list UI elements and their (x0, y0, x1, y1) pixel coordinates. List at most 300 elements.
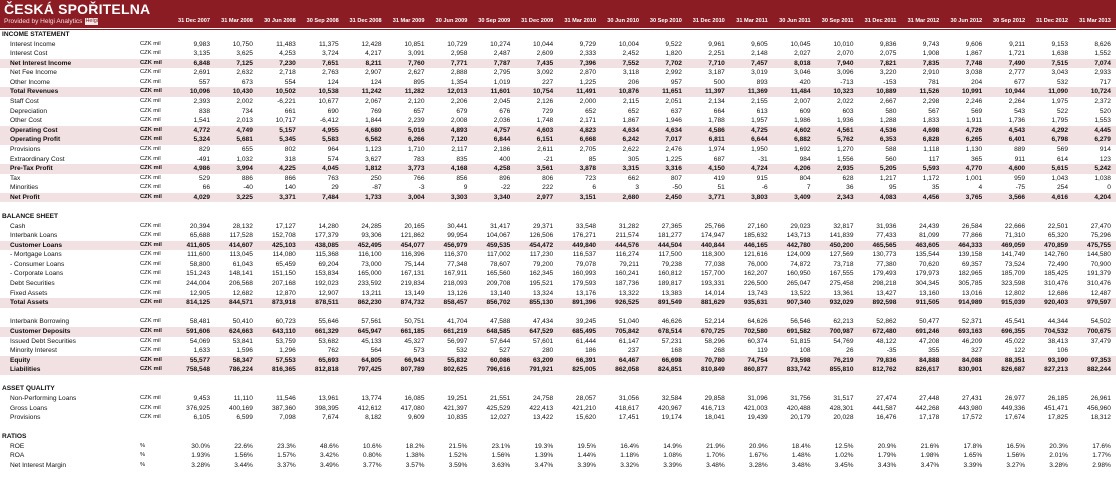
table-cell: 63,209 (533, 356, 554, 364)
table-cell: 4,217 (365, 50, 382, 58)
table-cell: 19,174 (661, 414, 682, 422)
table-row (0, 413, 1116, 423)
table-cell: 882,244 (1087, 366, 1111, 374)
row-label: Minorities (10, 184, 39, 192)
table-cell: 3,409 (794, 193, 811, 201)
table-cell: 85 (588, 155, 597, 163)
table-cell: 691,582 (786, 327, 811, 335)
table-cell: 1,733 (365, 193, 382, 201)
table-cell: 45,327 (404, 337, 425, 345)
table-cell: 1,710 (407, 145, 425, 153)
row-unit: CZK mil (140, 184, 161, 191)
table-cell: 122 (1014, 347, 1026, 355)
row-label: Depreciation (10, 107, 48, 115)
table-cell: 7,710 (708, 59, 725, 67)
table-cell: 10,876 (618, 88, 639, 96)
table-row (0, 250, 1116, 260)
table-cell: 32,817 (833, 222, 854, 230)
table-cell: 2,051 (665, 98, 682, 106)
table-cell: 662 (627, 174, 639, 182)
table-cell: 222 (542, 184, 554, 192)
table-cell: 810,849 (700, 366, 725, 374)
row-unit: CZK mil (140, 107, 161, 114)
table-cell: 3,803 (751, 193, 768, 201)
table-cell: 679 (456, 107, 468, 115)
table-cell: 10,677 (318, 98, 339, 106)
table-cell: 162,207 (743, 270, 768, 278)
table-cell: 915 (756, 174, 768, 182)
table-cell: 115,368 (315, 251, 339, 259)
table-cell: 7,821 (879, 59, 897, 67)
helgi-logo: Helgi (85, 18, 98, 24)
table-cell: 862,230 (357, 299, 382, 307)
column-header: 31 Dec 2007 (177, 18, 210, 24)
table-cell: 179,593 (572, 280, 597, 288)
row-unit: CZK mil (140, 251, 161, 258)
row-label: Provisions (10, 145, 41, 153)
table-cell: 1.56% (1006, 452, 1026, 460)
column-header: 30 Jun 2011 (779, 18, 811, 24)
table-cell: 1.56% (234, 452, 253, 460)
table-cell: 6,266 (407, 136, 425, 144)
table-cell: 13,961 (318, 394, 339, 402)
table-cell: 179,973 (915, 270, 940, 278)
row-unit: CZK mil (140, 136, 162, 143)
table-cell: 3,625 (236, 50, 253, 58)
table-cell: 1,946 (665, 117, 682, 125)
table-cell: 829 (198, 145, 210, 153)
table-cell: 12,802 (1004, 289, 1026, 297)
table-cell: 17,825 (1047, 414, 1068, 422)
column-header: 31 Mar 2009 (392, 18, 425, 24)
table-cell: 280 (542, 347, 554, 355)
table-cell: 1,736 (1008, 117, 1026, 125)
table-cell: 915,039 (1001, 299, 1026, 307)
table-cell: 4,726 (965, 126, 983, 134)
table-cell: 1,820 (665, 50, 682, 58)
table-cell: 21.5% (448, 442, 468, 450)
table-cell: 17,674 (1004, 414, 1026, 422)
table-cell: 664 (713, 107, 725, 115)
table-cell: 66,391 (575, 356, 597, 364)
table-cell: 1,911 (966, 117, 983, 125)
table-cell: 75,296 (1090, 232, 1111, 240)
table-row (0, 40, 1116, 50)
table-cell: 9,522 (665, 40, 682, 48)
table-cell: 4,698 (922, 126, 940, 134)
table-cell: 2,627 (407, 69, 425, 77)
table-cell: 677 (1014, 78, 1026, 86)
table-cell: 12,682 (232, 289, 253, 297)
table-cell: 911 (1014, 155, 1026, 163)
table-cell: 2,027 (794, 50, 811, 58)
table-cell: 4,749 (236, 126, 253, 134)
table-cell: 7,748 (965, 59, 983, 67)
table-cell: 3.37% (277, 462, 296, 470)
table-cell: 10,724 (1090, 88, 1111, 96)
table-cell: -35 (886, 347, 897, 355)
table-cell: 2,333 (579, 50, 597, 58)
table-cell: 886 (241, 174, 253, 182)
table-cell: 2,036 (493, 117, 511, 125)
table-cell: 1,130 (965, 145, 983, 153)
table-cell: 1,936 (836, 117, 854, 125)
table-row (0, 68, 1116, 78)
table-cell: 420,967 (658, 404, 682, 412)
column-headers (170, 18, 1114, 28)
table-cell: 121,616 (743, 251, 768, 259)
table-cell: 856,702 (486, 299, 511, 307)
table-cell: 3.47% (920, 462, 940, 470)
table-cell: 2,148 (751, 50, 768, 58)
table-cell: 5,345 (279, 136, 296, 144)
table-cell: 13,422 (533, 414, 554, 422)
table-cell: 10,502 (275, 88, 296, 96)
table-cell: 0.80% (362, 452, 382, 460)
table-cell: 532 (1056, 78, 1068, 86)
table-cell: -21 (543, 155, 554, 163)
table-cell: 11,601 (490, 88, 511, 96)
table-row (0, 193, 1116, 203)
table-cell: 3.39% (577, 462, 597, 470)
table-cell: 57,561 (361, 318, 382, 326)
table-cell: 4,168 (450, 165, 468, 173)
table-cell: 451,471 (1044, 404, 1068, 412)
table-cell: 2,343 (836, 193, 854, 201)
table-cell: 126,506 (529, 232, 554, 240)
table-cell: 2,171 (579, 117, 597, 125)
table-cell: 141,839 (829, 232, 854, 240)
table-cell: 643,110 (272, 327, 296, 335)
column-header: 31 Dec 2011 (864, 18, 897, 24)
table-cell: 2,907 (365, 69, 382, 77)
table-cell: 144,580 (1087, 251, 1111, 259)
table-cell: 4,029 (193, 193, 210, 201)
table-cell: 637 (670, 107, 682, 115)
table-cell: 3.28% (748, 462, 768, 470)
table-cell: 569 (971, 107, 983, 115)
table-cell: 3,019 (751, 69, 768, 77)
table-cell: 463,605 (915, 241, 940, 249)
table-cell: 6,151 (536, 136, 554, 144)
row-unit: CZK mil (140, 404, 161, 411)
table-cell: 12,905 (189, 289, 210, 297)
table-cell: 6,848 (193, 59, 210, 67)
table-row (0, 346, 1116, 356)
table-cell: 10,274 (490, 40, 511, 48)
table-cell: 116,274 (615, 251, 639, 259)
table-cell: 21.6% (920, 442, 940, 450)
table-cell: 984 (799, 155, 811, 163)
table-cell: 17.6% (1092, 442, 1111, 450)
table-cell: 2,718 (279, 69, 296, 77)
table-cell: 45,133 (361, 337, 382, 345)
column-header: 30 Jun 2009 (435, 18, 468, 24)
table-cell: 2,452 (622, 50, 639, 58)
table-cell: 1,986 (794, 117, 811, 125)
table-cell: 3,303 (450, 193, 468, 201)
table-cell: 964 (327, 145, 339, 153)
table-cell: 855,810 (829, 366, 854, 374)
table-cell: 416,713 (700, 404, 725, 412)
row-unit: CZK mil (140, 155, 161, 162)
table-cell: 62,213 (833, 318, 854, 326)
table-cell: 1.67% (748, 452, 768, 460)
table-cell: 1,296 (279, 347, 296, 355)
table-cell: 77,433 (876, 232, 897, 240)
row-label: Non-Performing Loans (10, 394, 77, 402)
table-cell: 52,214 (704, 318, 725, 326)
table-cell: 20.9% (877, 442, 897, 450)
table-cell: 573 (413, 347, 425, 355)
table-cell: 6,844 (493, 136, 511, 144)
row-label: - Mortgage Loans (10, 251, 62, 259)
table-cell: 8,626 (1094, 40, 1111, 48)
column-header: 31 Dec 2009 (521, 18, 554, 24)
table-cell: 3,118 (622, 69, 639, 77)
table-cell: 22.6% (234, 442, 253, 450)
table-cell: 182,965 (958, 270, 983, 278)
table-cell: 734 (241, 107, 253, 115)
table-cell: 27,474 (876, 394, 897, 402)
table-cell: 376,925 (186, 404, 210, 412)
table-cell: 305 (627, 155, 639, 163)
table-cell: 856 (456, 174, 468, 182)
table-cell: 412,612 (357, 404, 382, 412)
table-cell: 3,046 (794, 69, 811, 77)
table-cell: -22 (500, 184, 511, 192)
table-cell: 3,096 (836, 69, 854, 77)
table-cell: 6,265 (965, 136, 983, 144)
table-cell: 81,099 (919, 232, 940, 240)
table-cell: 318 (284, 155, 296, 163)
table-cell: 142,760 (1044, 251, 1068, 259)
table-cell: 7,457 (751, 59, 768, 67)
table-cell: 79,078 (575, 260, 597, 268)
table-cell: -6 (761, 184, 768, 192)
table-row (0, 78, 1116, 88)
table-cell: 2,022 (836, 98, 854, 106)
row-unit: CZK mil (140, 260, 161, 267)
row-unit: CZK mil (140, 241, 162, 248)
table-cell: 438,085 (314, 241, 339, 249)
row-unit: CZK mil (140, 165, 162, 172)
table-cell: 428,301 (829, 404, 854, 412)
table-cell: 926,525 (615, 299, 639, 307)
table-cell: 4,757 (493, 126, 511, 134)
table-cell: 693,163 (958, 327, 983, 335)
table-cell: 1,844 (365, 117, 382, 125)
row-unit: CZK mil (140, 174, 161, 181)
table-cell: 73,524 (1004, 260, 1026, 268)
table-cell: 1.65% (963, 452, 983, 460)
table-cell: 1,867 (622, 117, 639, 125)
table-cell: 124,009 (786, 251, 811, 259)
table-row (0, 356, 1116, 366)
table-cell: 442,268 (915, 404, 940, 412)
table-cell: 4,602 (794, 126, 811, 134)
table-cell: 838 (198, 107, 210, 115)
table-cell: 298,218 (872, 280, 897, 288)
table-cell: 185,425 (1044, 270, 1068, 278)
table-cell: 914,989 (958, 299, 983, 307)
table-cell: 398,395 (314, 404, 339, 412)
table-cell: 44,344 (1047, 318, 1068, 326)
table-cell: 3.39% (663, 462, 682, 470)
table-cell: 123 (1099, 155, 1111, 163)
table-cell: 2,680 (622, 193, 639, 201)
row-unit: CZK mil (140, 414, 161, 421)
table-cell: 13,774 (361, 394, 382, 402)
table-cell: -31 (758, 155, 768, 163)
table-cell: 119 (757, 347, 768, 355)
table-cell: 729 (542, 107, 554, 115)
table-cell: 7,120 (450, 136, 468, 144)
table-cell: 152,708 (271, 232, 296, 240)
table-cell: 672,480 (872, 327, 897, 335)
table-cell: 812,818 (314, 366, 339, 374)
table-row (0, 260, 1116, 270)
table-cell: 117,230 (529, 251, 554, 259)
row-label: Net Fee Income (10, 69, 57, 77)
table-cell: 661,219 (443, 327, 468, 335)
table-cell: 64,626 (747, 318, 768, 326)
table-cell: 9,606 (965, 40, 983, 48)
table-cell: 419 (713, 174, 725, 182)
table-cell: 9,609 (407, 414, 425, 422)
row-label: Total Assets (10, 299, 49, 307)
table-cell: 670,725 (700, 327, 725, 335)
table-cell: 444,576 (615, 241, 639, 249)
table-cell: 47,588 (490, 318, 511, 326)
table-row (0, 327, 1116, 337)
table-cell: 20,179 (790, 414, 811, 422)
table-cell: 108 (799, 347, 811, 355)
table-cell: 425,529 (486, 404, 511, 412)
table-cell: 192,023 (314, 280, 339, 288)
table-cell: 421,397 (443, 404, 468, 412)
table-cell: 3.59% (448, 462, 468, 470)
table-cell: 797,425 (357, 366, 382, 374)
table-cell: 3.63% (491, 462, 511, 470)
table-cell: 914 (1099, 145, 1111, 153)
table-cell: 907,340 (786, 299, 811, 307)
column-header: 30 Jun 2012 (950, 18, 983, 24)
table-cell: 3,220 (879, 69, 897, 77)
table-cell: 69,357 (962, 260, 983, 268)
row-label: Other Income (10, 78, 50, 86)
table-cell: 13,211 (361, 289, 382, 297)
table-cell: 685,495 (572, 327, 597, 335)
table-row (0, 135, 1116, 145)
table-cell: 1,123 (365, 145, 382, 153)
table-cell: 13,324 (533, 289, 554, 297)
table-cell: 117 (928, 155, 940, 163)
table-cell: 244,004 (186, 280, 210, 288)
table-cell: 1,795 (1051, 117, 1068, 125)
table-cell: 45,022 (1004, 337, 1026, 345)
table-cell: 676 (499, 107, 511, 115)
column-header: 31 Dec 2010 (692, 18, 725, 24)
table-cell: 1.56% (491, 452, 511, 460)
table-cell: 117,500 (658, 251, 682, 259)
table-cell: 179,493 (872, 270, 897, 278)
table-cell: 796,616 (486, 366, 511, 374)
table-cell: 12,870 (275, 289, 296, 297)
table-cell: 959 (1014, 174, 1026, 182)
table-cell: 23.3% (277, 442, 296, 450)
table-cell: 118,300 (701, 251, 725, 259)
table-cell: 420 (799, 78, 811, 86)
table-cell: 79,836 (876, 356, 897, 364)
table-cell: 4,600 (1008, 165, 1026, 173)
table-cell: 588 (885, 145, 897, 153)
table-cell: 304,345 (915, 280, 940, 288)
table-cell: 117,002 (486, 251, 511, 259)
table-cell: 11,483 (276, 40, 296, 48)
row-label: Operating Cost (10, 126, 58, 134)
row-unit: % (140, 462, 146, 469)
table-cell: 135,544 (915, 251, 940, 259)
table-row (0, 394, 1116, 404)
table-cell: 13,361 (833, 289, 854, 297)
table-cell: 2,155 (751, 98, 768, 106)
row-label: Operating Profit (10, 136, 61, 144)
table-cell: 12,686 (1047, 289, 1068, 297)
table-cell: 10,991 (962, 88, 983, 96)
table-cell: 661,329 (314, 327, 339, 335)
table-cell: 13,126 (447, 289, 468, 297)
row-label: Interest Cost (10, 50, 48, 58)
table-cell: 2,977 (536, 193, 554, 201)
table-cell: 5,681 (236, 136, 253, 144)
table-row (0, 155, 1116, 165)
table-cell: 1,032 (236, 155, 253, 163)
row-unit: CZK mil (140, 327, 162, 334)
table-cell: 1,812 (365, 165, 382, 173)
table-cell: 50,477 (919, 318, 940, 326)
table-cell: 10,851 (404, 40, 425, 48)
table-cell: 3.27% (1006, 462, 1026, 470)
table-cell: 31,936 (876, 222, 897, 230)
table-cell: 4 (978, 184, 983, 192)
table-cell: 5,593 (922, 165, 940, 173)
table-cell: 12,027 (490, 414, 511, 422)
table-cell: 2,487 (493, 50, 511, 58)
table-cell: 29,858 (704, 394, 725, 402)
table-cell: 162,345 (529, 270, 554, 278)
table-cell: 93,190 (1047, 356, 1068, 364)
table-cell: 1.93% (191, 452, 210, 460)
table-cell: 6,279 (1094, 136, 1111, 144)
table-cell: 58,481 (189, 318, 210, 326)
table-cell: 2,691 (193, 69, 210, 77)
table-row (0, 337, 1116, 347)
table-cell: 891,549 (658, 299, 682, 307)
table-cell: 441,587 (872, 404, 897, 412)
table-cell: 2,393 (193, 98, 210, 106)
table-cell: 802 (284, 145, 296, 153)
table-cell: 4,603 (536, 126, 554, 134)
table-cell: 807 (670, 174, 682, 182)
table-cell: 816,365 (271, 366, 296, 374)
table-cell: 3.39% (963, 462, 983, 470)
table-cell: 15,620 (575, 414, 597, 422)
column-header: 31 Dec 2012 (1035, 18, 1068, 24)
table-cell: 79,211 (619, 260, 639, 268)
row-unit: CZK mil (140, 347, 161, 354)
table-cell: 160,812 (658, 270, 682, 278)
